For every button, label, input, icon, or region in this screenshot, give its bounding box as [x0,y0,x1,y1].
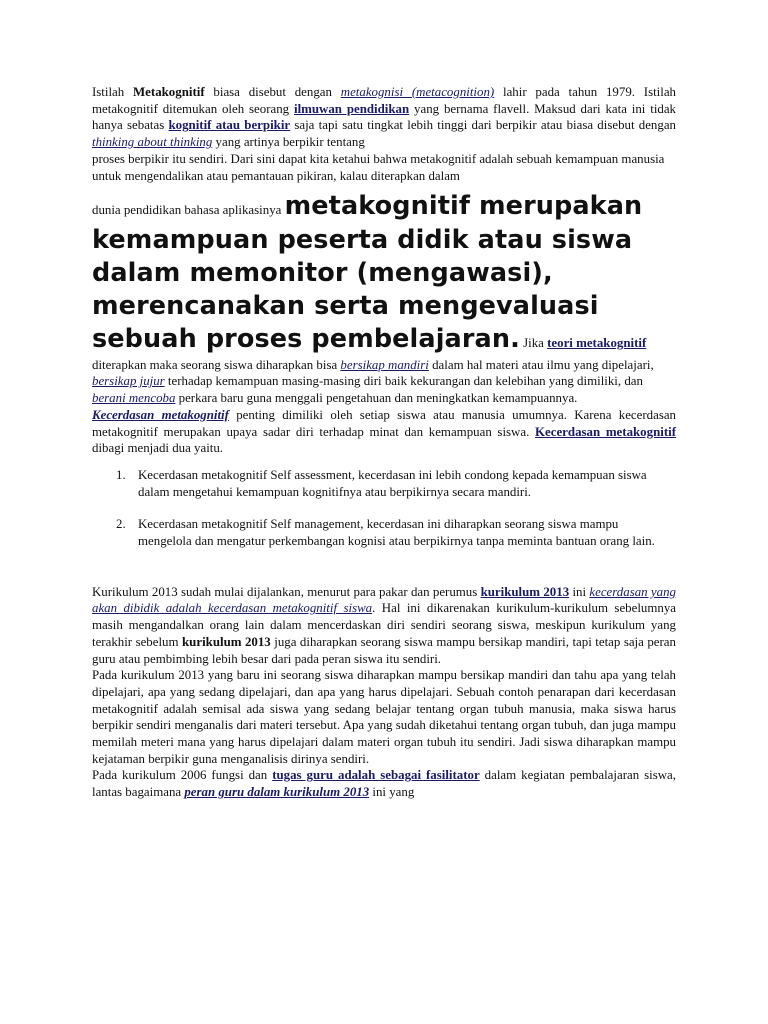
list-number: 1. [116,467,126,482]
metakognisi-link[interactable]: metakognisi (metacognition) [340,85,495,99]
text-span: diterapkan maka seorang siswa diharapkan bisa [92,357,341,372]
text-span: . Hal ini dikarenakan kurikulum-kurikulum sebelumnya masih mengandalkan orang lain dalam mencerdaskan diri sendiri seorang siswa, meskipun kurikulum yang terakhir sebelum [92,601,676,649]
text-span: Jika [519,336,548,351]
text-span: ini yang [369,785,415,800]
text-span: terhadap kemampuan masing-masing diri baik kekurangan dan kelebihan yang dimiliki, dan [164,374,643,389]
berani-mencoba-link[interactable]: berani mencoba [92,391,176,406]
tugas-guru-link[interactable]: tugas guru adalah sebagai fasilitator [272,768,480,783]
definition-paragraph [92,190,676,407]
text-span: dunia pendidikan bahasa aplikasinya [92,203,285,218]
metakognitif-term: Metakognitif [133,85,205,99]
list-item [116,467,676,500]
text-span: lahir pada tahun 1979. Istilah metakognitif ditemukan oleh seorang [92,85,676,116]
text-span: dibagi menjadi dua yaitu. [92,441,224,456]
list-number: 2. [116,517,126,532]
text-span: dalam hal materi atau ilmu yang dipelajari, [428,357,654,372]
bersikap-mandiri-link[interactable]: bersikap mandiri [340,357,429,372]
kurikulum-2013-link[interactable]: kurikulum 2013 [480,584,570,599]
text-span: Kurikulum 2013 sudah mulai dijalankan, menurut para pakar dan perumus [92,584,481,599]
kecerdasan-metakognitif-link[interactable]: Kecerdasan metakognitif [534,424,676,439]
spacer [92,566,676,584]
text-span: Pada kurikulum 2006 fungsi dan [92,768,273,783]
intro-paragraph [92,84,676,151]
thinking-about-thinking-link[interactable]: thinking about thinking [92,135,213,150]
kecerdasan-dibidik-link[interactable]: kecerdasan yang akan dibidik adalah kecerdasan metakognitif siswa [92,584,676,616]
peran-guru-link[interactable]: peran guru dalam kurikulum 2013 [184,785,370,800]
definition-heading: metakognitif merupakan kemampuan peserta didik atau siswa dalam memonitor (mengawasi), merencanakan serta mengevaluasi sebuah proses pembelajaran. [92,191,643,355]
text-span: dalam kegiatan pembalajaran siswa, lantas bagaimana [92,768,676,800]
text-span: saja tapi satu tingkat lebih tinggi dari berpikir atau biasa disebut dengan [290,118,676,133]
bersikap-jujur-link[interactable]: bersikap jujur [92,374,165,389]
ilmuwan-pendidikan-link[interactable]: ilmuwan pendidikan [293,101,410,116]
kurikulum-2006-paragraph [92,767,676,800]
intro-continuation: proses berpikir itu sendiri. Dari sini dapat kita ketahui bahwa metakognitif adalah sebuah kemampuan manusia untuk mengendalikan atau pemantauan pikiran, kalau diterapkan dalam [92,151,665,183]
kognitif-berpikir-link[interactable]: kognitif atau berpikir [168,118,291,133]
kurikulum-paragraph [92,584,676,668]
text-span: juga diharapkan seorang siswa mampu bersikap mandiri, tapi tetap saja peran guru atau pembimbing lebih besar dari pada peran siswa itu sendiri. [92,634,676,666]
text-span: penting dimiliki oleh setiap siswa atau manusia umumnya. Karena kecerdasan metakognitif merupakan upaya sadar diri terhadap minat dan kemampuan siswa. [92,407,676,439]
list-item-text: Kecerdasan metakognitif Self assessment, kecerdasan ini lebih condong kepada kemampuan siswa dalam mengetahui kemampuan kognitifnya atau berpikirnya secara mandiri. [138,467,647,499]
text-span: Istilah [92,85,134,99]
text-span: yang artinya berpikir tentang [212,135,365,150]
teori-metakognitif-link[interactable]: teori metakognitif [547,336,647,351]
text-span: ini [569,584,590,599]
list-item-text: Kecerdasan metakognitif Self management, kecerdasan ini diharapkan seorang siswa mampu mengelola dan mengatur perkembangan kognisi atau berpikirnya tanpa meminta bantuan orang lain. [138,517,655,549]
kurikulum-2013-term: kurikulum 2013 [182,634,271,649]
kecerdasan-paragraph [92,407,676,457]
text-span: perkara baru guna menggali pengetahuan dan meningkatkan kemampuannya. [175,391,578,406]
text-span: biasa disebut dengan [204,85,341,99]
text-span: yang bernama flavell. Maksud dari kata ini tidak hanya sebatas [92,101,677,133]
list-item [116,516,676,549]
document-page [92,84,676,801]
kecerdasan-metakognitif-link[interactable]: Kecerdasan metakognitif [92,407,229,422]
kurikulum-2013-paragraph: Pada kurikulum 2013 yang baru ini seorang siswa diharapkan mampu bersikap mandiri dan tahu apa yang telah dipelajari, apa yang sedang dipelajari, dan apa yang harus dipelajari. Sebuah contoh penarapan dari kecerdasan metakognitif adalah semisal ada siswa yang sedang belajar tentang organ tubuh manusia, maka siswa harus berpikir sendiri menganalis dari materi tersebut. Apa yang sudah diketahui tentang organ tubuh, dan juga mampu memilah meteri mana yang harus dipelajari dalam materi organ tubuh itu sendiri. Jadi siswa diharapkan mampu kejataman berpikir guna menganalisis dirinya sendiri. [92,668,676,766]
kecerdasan-list [92,467,676,550]
